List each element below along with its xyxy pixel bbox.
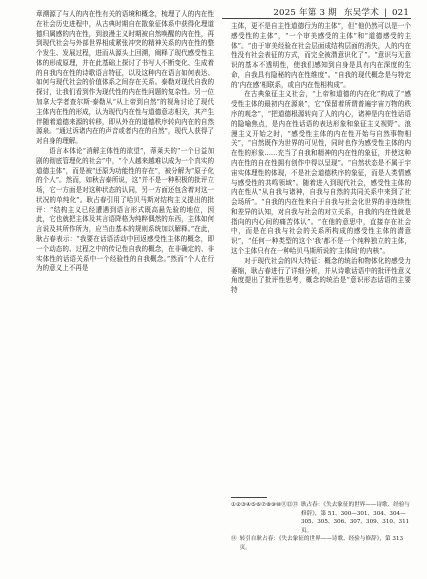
issue-label: 2025 年第 3 期 [273,8,337,18]
footnote-text: 耿占春：《失去象征的世界——诗歌、经验与修辞》，第 51、300—301、304、304—305、305、306、307、309、310、311 页。 [300,502,411,534]
paragraph: 对于现代社会的四大特征：概念的统治和物体化的感受力萎缩，耿占春进行了详细分析，并从诗歌话语中的批评性意义角度提出了批评性思考，概念的统治是“意识形态话语的主要特 [231,256,411,295]
footnote-text: 转引自耿占春：《失去象征的世界——诗歌、经验与修辞》，第 313 页。 [239,536,404,551]
paragraph: 章溯源了与人的内在性有关的语境和概念，梳理了人的内在性在社会历史进程中，从古典时期自在散象征体系中获得化理道德归属感的内在性，到浪漫主义时期被自然唤醒的内在性，再到现代社会与外部世界相成紧张冲突的精神关系的内在性的整个发生、发展过程，进而从源头上回溯，阐释了现代感受性主体的形成原理，并在此基础上探讨了书写人不断变化、生成着的自我内在性的诗歌语言特征，以及这种内在语言如何表达、如何与现代社会的价值体系之间存在关系。泰勒对现代自我的探讨，让我们看到作为现代性的内在性问题的复杂性。另一位加拿大学者查尔斯·泰勒从“从上帝到自然”的视角讨论了现代主体内在性的形成，认为现代内在性与道德意志相关，其产生伴随着道德来源的转移，即从外在的道德秩序转向内在的自然源泉。“通过诉诸内在的声音或者内在的自然”，现代人获得了对自身的理解。 [36,10,214,146]
journal-name: 东吴学术 [343,8,379,18]
footnote-mark: ⑭ [231,536,237,543]
header-separator: | [383,8,388,18]
header-rule [222,18,411,19]
footnote-mark: ①②③④⑤⑥⑦⑧⑨⑩⑪⑫⑬ [231,502,298,508]
footnote-rule [231,497,267,498]
paragraph: 主体，更不是自主性道德行为的主体”，但“他仍然可以是一个感受性的主体”，“一个审美感受的主体”和“道德感受的主体”。“由于审美经验在社会层面成结构层面的消失，人的内在性没有社会表征的方式，而完全被潜意识化了”。“意识与无意识的基本不透明性，使我们感知到自身是具有内在深度的生命，自我具有隐秘的内在性维度”。“自我的现代概念是与特定的‘内在感’相联系，或自内在性相构成”。 [231,22,411,89]
paragraph: 在古典象征主义社会，“上帝和道德的内在化”构成了“感受性主体的最初内在源泉”，它“保留着所谓普遍宇宙万物的秩序的观念”，“把道德根源转向了人的内心，诸神是内在性话语的隐喻焦点，是内在性话语的表达形象和象征主义视野”。浪漫主义开始之时，“感受性主体的内在性开始与自然事物相关”，“自然既作为世界的可见性，同时也作为感受性主体的内在性的形象……充当了自我和精神的内在性的象征，并使这种内在性的自在性拥有创作中得以呈现”。“自然状态是不属于宇宙实体理性的体现，不是社会道德秩序的象征，而是人类情感与感受性的共鸣领域”。随着进入到现代社会，感受性主体的内在性从“从自我与诸神，自我与自然的共同关系中来到了社会场所”。“自我的内在性来自于自我与社会化世界的非连续性和差异的认知，对自我与社会的对立关系，自我的内在性就是指向的内心间的痛苦体认”。“在他的意思中，直接存在社会中，而是在自我与社会的关系所构成的感受性主体的潜意识”，“任何一种类型的这个‘我’都不是一个纯粹独立的主体，这个主体只有在一种哈贝马斯所说的‘主体间’的内核”。 [231,90,411,255]
footnotes [231,501,411,553]
left-column [36,10,214,274]
paragraph: 语言本体论“消解主体性的欲望”，蒂莱夫的“一个日益加剧的彻底管理化的社会”中，“个人越来越难以成为一个真实的道德主体”，而是被“还原为功能性的存在”，被分解为“原子化的个人”。然而，如秋吉泰所说，这“并不是一种积极的批评立场，它一方面是对这种状态的认同，另一方面还包含着对这一状况的单纯化”。耿占春引用了哈贝马斯对结构主义提出的批评：“结构主义已经遭遇到语言形式既高悬先验的地位，因此，它也就把主体及其言语降格为纯粹偶然的东西，主体如何言说及其所作所为，应当由基本的规则系统加以解释。”在此，耿占春表示：“我要在话语活动中回返感受性主体的概念，即一个动态的、过程之中的传记性自我的概念，在非确定的、非实体性的话语关系中一个经验性的自我概念。”然而“个人在行为的意义上不再是 [36,146,214,273]
right-column [231,22,411,296]
footnote [231,501,411,535]
running-header [273,6,409,18]
footnote [231,535,411,552]
page-number: 021 [391,8,409,18]
